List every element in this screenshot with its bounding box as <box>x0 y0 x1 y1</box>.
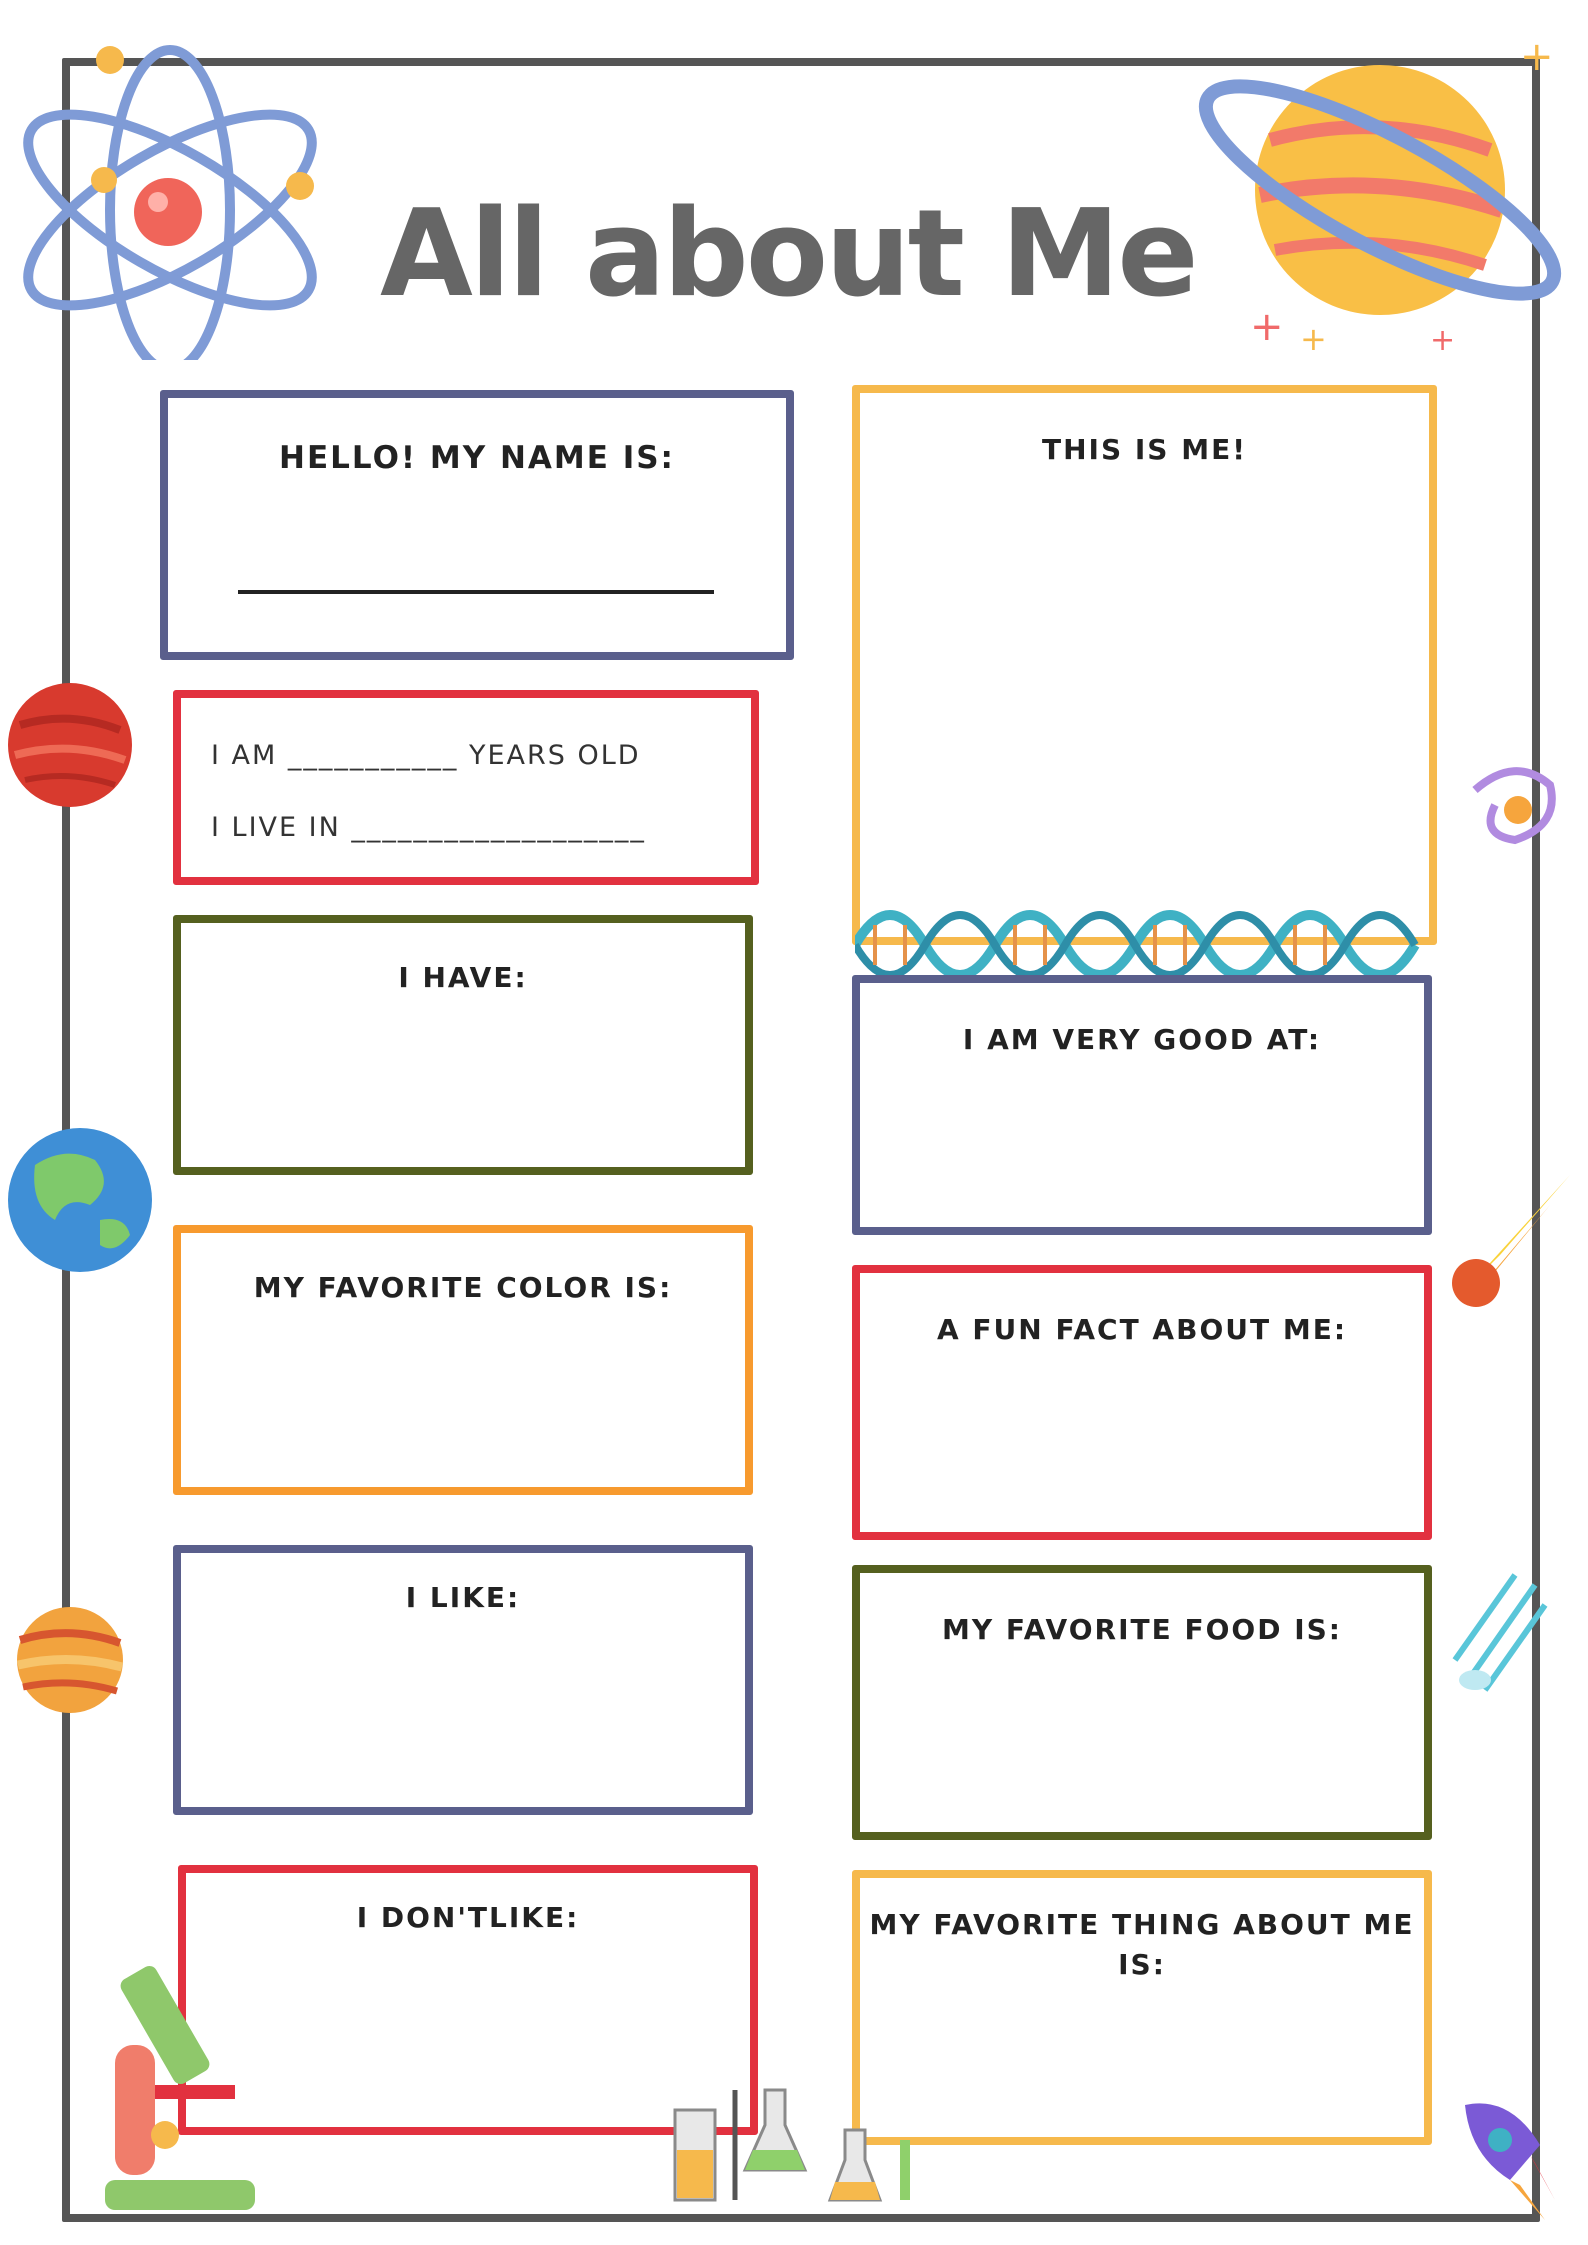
like-label: I LIKE: <box>405 1581 521 1614</box>
favorite-color-label: MY FAVORITE COLOR IS: <box>253 1271 673 1304</box>
svg-text:+: + <box>1520 34 1554 80</box>
earth-planet-icon <box>5 1125 155 1275</box>
svg-text:+: + <box>1250 304 1284 350</box>
name-write-line <box>238 590 714 594</box>
favorite-thing-label-line1: MY FAVORITE THING ABOUT ME <box>869 1908 1415 1941</box>
this-is-me-box[interactable] <box>852 385 1437 945</box>
age-line <box>211 740 641 771</box>
fun-fact-label: A FUN FACT ABOUT ME: <box>936 1313 1348 1346</box>
favorite-food-label: MY FAVORITE FOOD IS: <box>941 1613 1342 1646</box>
age-prefix: I AM <box>211 740 278 771</box>
age-location-box[interactable] <box>173 690 759 885</box>
lab-flasks-icon <box>665 2030 935 2210</box>
microscope-icon <box>85 1935 265 2220</box>
favorite-thing-box[interactable] <box>852 1870 1432 2145</box>
good-at-label: I AM VERY GOOD AT: <box>962 1023 1322 1056</box>
favorite-thing-label-line2: IS: <box>1118 1948 1166 1981</box>
have-box[interactable] <box>173 915 753 1175</box>
good-at-box[interactable] <box>852 975 1432 1235</box>
saturn-planet-icon <box>1180 20 1580 360</box>
favorite-food-box[interactable] <box>852 1565 1432 1840</box>
rocket-icon <box>1440 2085 1560 2235</box>
mars-planet-icon <box>5 680 135 810</box>
age-blank[interactable]: ___________ <box>287 740 459 771</box>
name-label: HELLO! MY NAME IS: <box>279 440 675 476</box>
live-blank[interactable]: ___________________ <box>351 812 646 843</box>
live-prefix: I LIVE IN <box>211 812 341 843</box>
svg-text:+: + <box>1300 320 1327 358</box>
dont-like-label: I DON'TLIKE: <box>356 1901 580 1934</box>
favorite-color-box[interactable] <box>173 1225 753 1495</box>
meteor-icon <box>1445 1565 1555 1705</box>
comet-icon <box>1440 1165 1580 1315</box>
have-label: I HAVE: <box>398 961 528 994</box>
fun-fact-box[interactable] <box>852 1265 1432 1540</box>
page-title: All about Me <box>380 185 1196 324</box>
like-box[interactable] <box>173 1545 753 1815</box>
galaxy-icon <box>1460 755 1570 865</box>
name-box[interactable] <box>160 390 794 660</box>
live-line <box>211 812 646 843</box>
this-is-me-label: THIS IS ME! <box>1042 433 1247 466</box>
age-suffix: YEARS OLD <box>469 740 641 771</box>
svg-text:+: + <box>1430 323 1456 358</box>
jupiter-planet-icon <box>15 1605 125 1715</box>
atom-icon <box>0 20 360 360</box>
